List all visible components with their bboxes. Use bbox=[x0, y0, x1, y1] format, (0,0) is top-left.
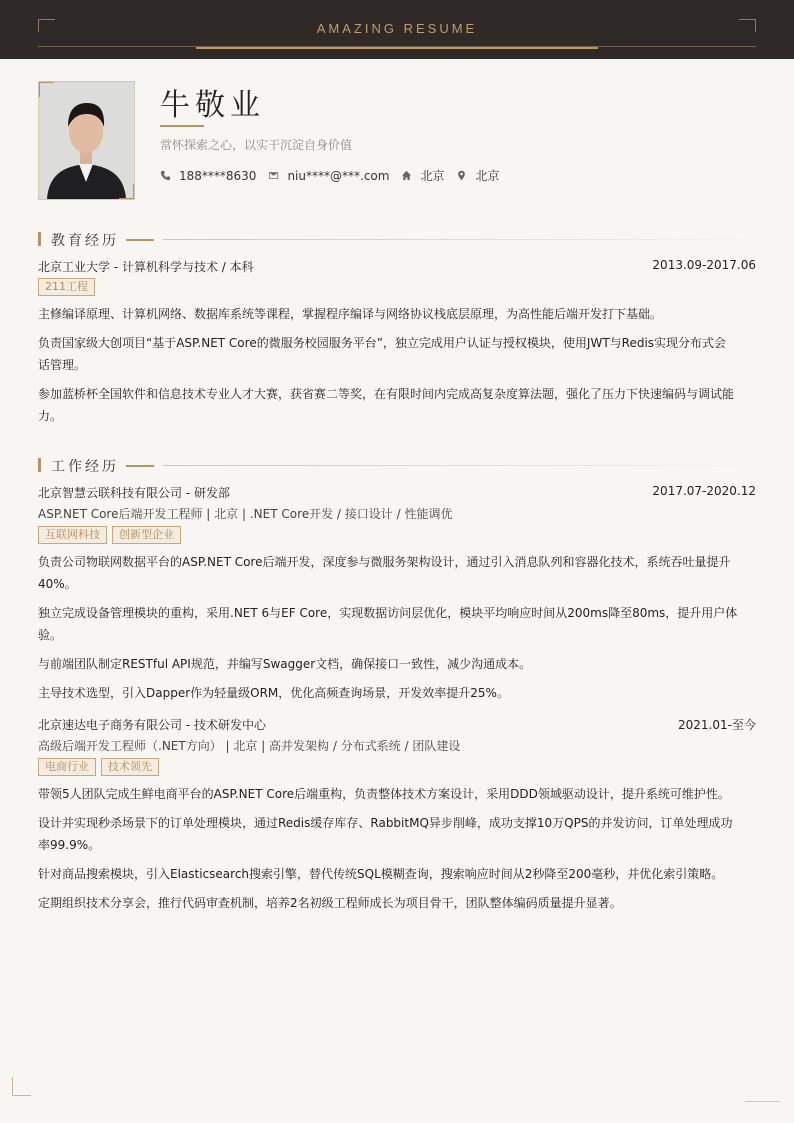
education-item: 主修编译原理、计算机网络、数据库系统等课程，掌握程序编译与网络协议栈底层原理，为高性能后端开发打下基础。 bbox=[38, 307, 663, 321]
mail-icon bbox=[268, 170, 279, 181]
job-item: 针对商品搜索模块，引入Elasticsearch搜索引擎，替代传统SQL模糊查询，搜索响应时间从2秒降至200毫秒，并优化索引策略。 bbox=[38, 867, 724, 881]
job-tags bbox=[38, 758, 756, 776]
education-section bbox=[38, 230, 756, 427]
job-item: 主导技术选型，引入Dapper作为轻量级ORM，优化高频查询场景，开发效率提升25%。 bbox=[38, 686, 509, 700]
portrait-photo bbox=[39, 82, 134, 199]
company-name: 北京智慧云联科技有限公司 - 研发部 bbox=[38, 486, 230, 500]
job-item: 设计并实现秒杀场景下的订单处理模块，通过Redis缓存库存、RabbitMQ异步削峰，成功支撑10万QPS的并发访问，订单处理成功率99.9%。 bbox=[38, 816, 733, 852]
footer-line bbox=[745, 1101, 780, 1102]
tag: 技术领先 bbox=[101, 758, 159, 776]
header-bar bbox=[0, 0, 794, 59]
name-underline bbox=[160, 125, 204, 127]
job-tags bbox=[38, 526, 756, 544]
motto: 常怀探索之心，以实干沉淀自身价值 bbox=[160, 138, 353, 152]
education-item: 负责国家级大创项目“基于ASP.NET Core的微服务校园服务平台”，独立完成用户认证与授权模块，使用JWT与Redis实现分布式会话管理。 bbox=[38, 336, 727, 372]
brand-title: AMAZING RESUME bbox=[316, 21, 478, 36]
job-entry bbox=[38, 716, 756, 732]
section-title: 工作经历 bbox=[51, 459, 119, 475]
tag: 互联网科技 bbox=[38, 526, 107, 544]
tag: 创新型企业 bbox=[112, 526, 181, 544]
job-item: 带领5人团队完成生鲜电商平台的ASP.NET Core后端重构，负责整体技术方案设计，采用DDD领域驱动设计，提升系统可维护性。 bbox=[38, 787, 730, 801]
job-role: ASP.NET Core后端开发工程师 | 北京 | .NET Core开发 / 接口设计 / 性能调优 bbox=[38, 507, 453, 521]
education-item: 参加蓝桥杯全国软件和信息技术专业人才大赛，获省赛二等奖，在有限时间内完成高复杂度算法题，强化了压力下快速编码与调试能力。 bbox=[38, 387, 735, 423]
education-entry bbox=[38, 258, 756, 274]
header-accent-line bbox=[196, 47, 598, 49]
location-city: 北京 bbox=[475, 169, 500, 183]
job-item: 与前端团队制定RESTful API规范，并编写Swagger文档，确保接口一致性，减少沟通成本。 bbox=[38, 657, 532, 671]
contact-location bbox=[456, 167, 499, 184]
section-header bbox=[38, 230, 756, 250]
phone-icon bbox=[160, 170, 171, 181]
location-pin-icon bbox=[456, 170, 467, 181]
education-date: 2013.09-2017.06 bbox=[652, 258, 756, 272]
person-name: 牛敬业 bbox=[160, 88, 265, 123]
home-city: 北京 bbox=[420, 169, 445, 183]
company-name: 北京速达电子商务有限公司 - 技术研发中心 bbox=[38, 718, 266, 732]
tag: 211工程 bbox=[38, 278, 95, 296]
job-role: 高级后端开发工程师（.NET方向） | 北京 | 高并发架构 / 分布式系统 / 团队建设 bbox=[38, 739, 461, 753]
corner-ornament bbox=[12, 1077, 31, 1096]
job-item: 独立完成设备管理模块的重构，采用.NET 6与EF Core，实现数据访问层优化，模块平均响应时间从200ms降至80ms，提升用户体验。 bbox=[38, 606, 738, 642]
job-date: 2021.01-至今 bbox=[678, 718, 756, 732]
job-entry bbox=[38, 484, 756, 500]
avatar bbox=[38, 81, 135, 200]
email-address[interactable]: niu****@***.com bbox=[287, 168, 390, 183]
job-item: 负责公司物联网数据平台的ASP.NET Core后端开发，深度参与微服务架构设计，通过引入消息队列和容器化技术，系统吞吐量提升40%。 bbox=[38, 555, 731, 591]
contact-email bbox=[268, 169, 389, 183]
section-header bbox=[38, 456, 756, 476]
section-title: 教育经历 bbox=[51, 233, 119, 249]
contact-home bbox=[401, 167, 444, 184]
tag: 电商行业 bbox=[38, 758, 96, 776]
work-section bbox=[38, 456, 756, 914]
school-name: 北京工业大学 - 计算机科学与技术 / 本科 bbox=[38, 260, 254, 274]
contact-info bbox=[160, 167, 511, 184]
job-date: 2017.07-2020.12 bbox=[652, 484, 756, 498]
phone-number[interactable]: 188****8630 bbox=[179, 168, 257, 183]
job-item: 定期组织技术分享会，推行代码审查机制，培养2名初级工程师成长为项目骨干，团队整体编码质量提升显著。 bbox=[38, 896, 622, 910]
home-icon bbox=[401, 170, 412, 181]
contact-phone bbox=[160, 169, 256, 183]
education-tags bbox=[38, 278, 756, 296]
